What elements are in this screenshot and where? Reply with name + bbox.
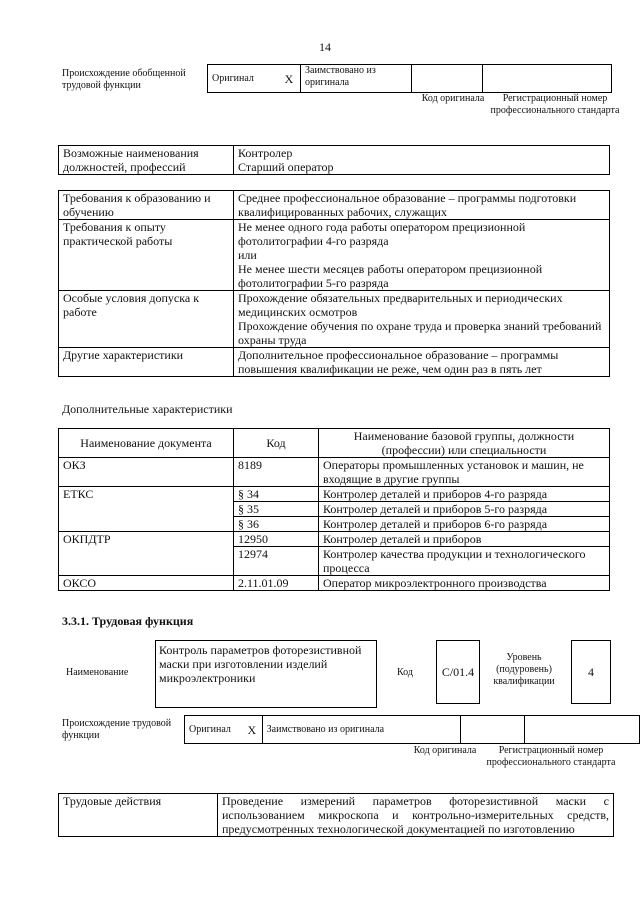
okz-code: 8189	[234, 458, 319, 487]
origin-borrowed: Заимствовано из оригинала	[301, 65, 412, 93]
etks-code: § 35	[234, 502, 319, 517]
origin-label: Происхождение обобщенной трудовой функции	[62, 68, 186, 91]
col-doc-header: Наименование документа	[59, 429, 234, 458]
function-name-value: Контроль параметров фоторезистивной маски при изготовлении изделий микроэлектроники	[155, 640, 377, 708]
req-other-label: Другие характеристики	[59, 348, 234, 377]
req-admission-value	[234, 291, 610, 348]
etks-name: Контролер деталей и приборов 4-го разряда	[319, 487, 610, 502]
okpdtr-code: 12950	[234, 532, 319, 547]
function-name-label: Наименование	[66, 667, 129, 678]
req-experience-line: Не менее шести месяцев работы оператором прецизионной фотолитографии 5-го разряда	[238, 262, 543, 290]
job-titles-values	[234, 146, 610, 175]
additional-title: Дополнительные характеристики	[62, 402, 233, 416]
okso-doc: ОКСО	[59, 576, 234, 591]
req-admission-label: Особые условия допуска к работе	[59, 291, 234, 348]
okpdtr-code: 12974	[234, 547, 319, 576]
origin2-table	[184, 715, 640, 744]
etks-doc: ЕТКС	[59, 487, 234, 532]
function-level-label: Уровень (подуровень) квалификации	[493, 652, 555, 687]
req-experience-value	[234, 220, 610, 291]
labor-actions-text: Проведение измерений параметров фоторезистивной маски с использованием микроскопа и контрольно-измерительных средств, предусмотренных технологической документацией по изготовлению	[218, 794, 614, 837]
okz-doc: ОКЗ	[59, 458, 234, 487]
origin-mark: X	[278, 65, 301, 93]
req-admission-line: Прохождение обязательных предварительных и периодических медицинских осмотров	[238, 291, 563, 319]
labor-actions-table	[58, 793, 614, 837]
okpdtr-name: Контролер качества продукции и технологического процесса	[319, 547, 610, 576]
origin2-original: Оригинал	[185, 716, 243, 744]
job-title-1: Контролер	[238, 146, 293, 160]
etks-name: Контролер деталей и приборов 6-го разряда	[319, 517, 610, 532]
job-titles-table	[58, 145, 610, 175]
job-titles-label: Возможные наименования должностей, профессий	[59, 146, 234, 175]
req-experience-line: или	[238, 248, 257, 262]
function-code-value: C/01.4	[436, 640, 480, 704]
okpdtr-doc: ОКПДТР	[59, 532, 234, 576]
req-other-value	[234, 348, 610, 377]
origin2-reg-cell	[524, 716, 639, 744]
req-experience-line: Не менее одного года работы оператором прецизионной фотолитографии 4-го разряда	[238, 220, 526, 248]
origin2-code-cell	[460, 716, 524, 744]
etks-name: Контролер деталей и приборов 5-го разряда	[319, 502, 610, 517]
req-education-label: Требования к образованию и обучению	[59, 191, 234, 220]
req-other-line: Дополнительное профессиональное образование – программы повышения квалификации не реже, чем один раз в пять лет	[238, 348, 559, 376]
req-education-value	[234, 191, 610, 220]
function-section-title: 3.3.1. Трудовая функция	[62, 614, 194, 628]
origin2-reg-caption: Регистрационный номер профессионального стандарта	[486, 745, 616, 768]
col-code-header: Код	[234, 429, 319, 458]
etks-code: § 34	[234, 487, 319, 502]
req-experience-label: Требования к опыту практической работы	[59, 220, 234, 291]
origin2-mark: X	[242, 716, 262, 744]
origin2-borrowed: Заимствовано из оригинала	[262, 716, 460, 744]
okz-name: Операторы промышленных установок и машин, не входящие в другие группы	[319, 458, 610, 487]
origin-code-caption: Код оригинала	[421, 93, 485, 104]
origin2-code-caption: Код оригинала	[413, 745, 477, 756]
additional-table	[58, 428, 610, 591]
origin-table	[207, 64, 612, 93]
req-education-line: Среднее профессиональное образование – программы подготовки квалифицированных рабочих, служащих	[238, 191, 577, 219]
page-number: 14	[319, 40, 331, 54]
origin-reg-caption: Регистрационный номер профессионального стандарта	[490, 93, 620, 116]
labor-actions-label: Трудовые действия	[59, 794, 218, 837]
requirements-table	[58, 190, 610, 377]
okso-code: 2.11.01.09	[234, 576, 319, 591]
col-name-header: Наименование базовой группы, должности (профессии) или специальности	[319, 429, 610, 458]
function-code-label: Код	[397, 667, 413, 678]
req-admission-line: Прохождение обучения по охране труда и проверка знаний требований охраны труда	[238, 319, 602, 347]
origin-reg-cell	[483, 65, 612, 93]
origin-original: Оригинал	[208, 65, 279, 93]
etks-code: § 36	[234, 517, 319, 532]
origin2-label: Происхождение трудовой функции	[62, 718, 172, 741]
function-level-value: 4	[571, 640, 611, 704]
okpdtr-name: Контролер деталей и приборов	[319, 532, 610, 547]
origin-code-cell	[412, 65, 483, 93]
job-title-2: Старший оператор	[238, 160, 334, 174]
okso-name: Оператор микроэлектронного производства	[319, 576, 610, 591]
